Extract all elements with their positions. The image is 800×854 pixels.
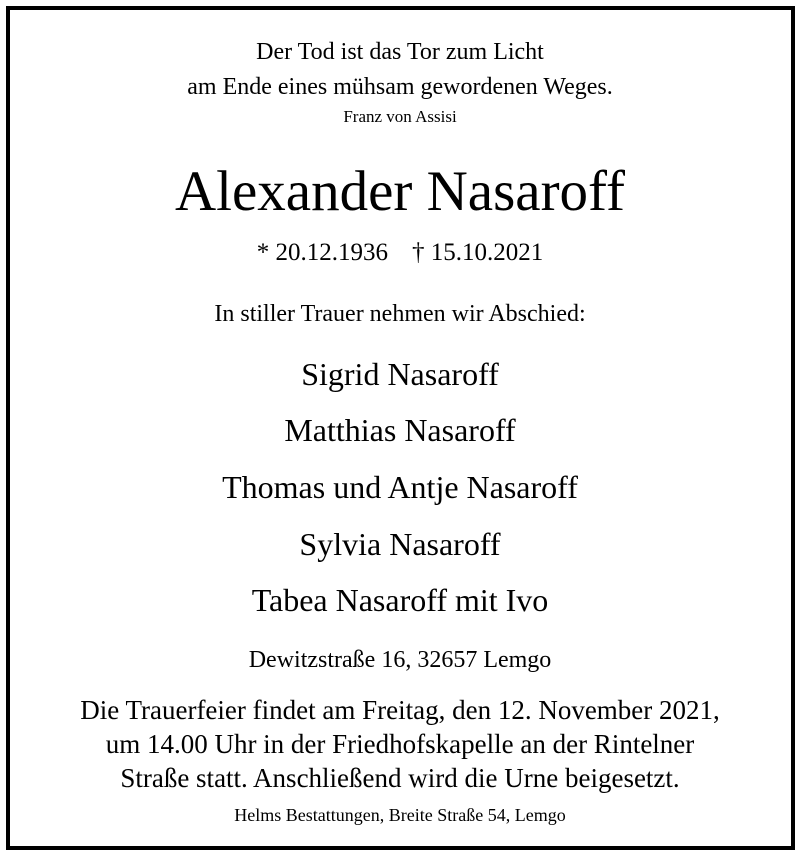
funeral-home: Helms Bestattungen, Breite Straße 54, Lemgo xyxy=(234,805,566,825)
intro-text: In stiller Trauer nehmen wir Abschied: xyxy=(214,301,586,327)
quote-line-2: am Ende eines mühsam gewordenen Weges. xyxy=(187,74,613,100)
mourner-name: Sylvia Nasaroff xyxy=(299,526,501,562)
quote-author: Franz von Assisi xyxy=(343,107,457,126)
service-line-3: Straße statt. Anschließend wird die Urne beigesetzt. xyxy=(120,763,680,793)
service-line-1: Die Trauerfeier findet am Freitag, den 12. November 2021, xyxy=(80,695,720,725)
quote-line-1: Der Tod ist das Tor zum Licht xyxy=(256,39,544,65)
death-date: † 15.10.2021 xyxy=(412,239,544,266)
mourner-name: Sigrid Nasaroff xyxy=(301,356,499,392)
life-dates xyxy=(0,240,800,265)
birth-date: * 20.12.1936 xyxy=(256,239,388,266)
deceased-name: Alexander Nasaroff xyxy=(175,160,625,223)
service-line-2: um 14.00 Uhr in der Friedhofskapelle an der Rintelner xyxy=(105,729,695,759)
mourner-name: Thomas und Antje Nasaroff xyxy=(222,469,578,505)
mourner-name: Tabea Nasaroff mit Ivo xyxy=(251,582,549,618)
mourner-name: Matthias Nasaroff xyxy=(284,412,516,448)
address: Dewitzstraße 16, 32657 Lemgo xyxy=(248,647,552,673)
